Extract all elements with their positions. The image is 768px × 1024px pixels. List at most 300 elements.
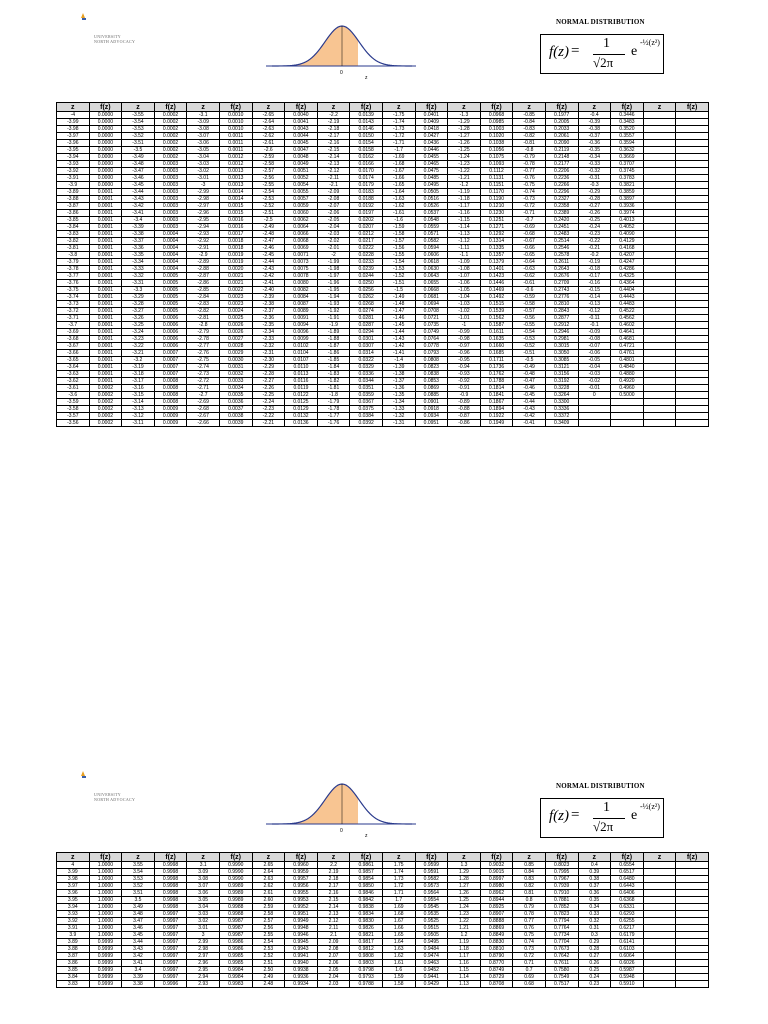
fz-cell: 0.2420: [545, 217, 578, 224]
fz-cell: 0.9846: [350, 890, 383, 897]
fz-cell: 0.0000: [89, 182, 122, 189]
fz-cell: 0.4247: [611, 259, 644, 266]
fz-cell: 0.9842: [350, 897, 383, 904]
fz-cell: 0.0150: [350, 133, 383, 140]
fz-cell: 0.0029: [219, 350, 252, 357]
fz-cell: 0.8830: [480, 939, 513, 946]
fz-cell: 0.7734: [545, 932, 578, 939]
z-cell: 2.60: [252, 897, 285, 904]
fz-cell: [676, 280, 709, 287]
z-cell: -1.92: [317, 308, 350, 315]
table-header-row: [57, 853, 709, 862]
z-cell: 1.25: [448, 897, 481, 904]
table-row: [57, 336, 709, 343]
z-cell: -0.09: [578, 329, 611, 336]
z-cell: -0.79: [513, 154, 546, 161]
fz-cell: [676, 420, 709, 427]
z-cell: 0.23: [578, 981, 611, 988]
column-header: f(z): [219, 853, 252, 862]
fz-cell: 0.1210: [480, 203, 513, 210]
z-cell: -0.43: [513, 406, 546, 413]
fz-cell: 0.0901: [415, 399, 448, 406]
z-cell: -1.2: [448, 182, 481, 189]
z-cell: -0.87: [448, 413, 481, 420]
z-cell: -2.57: [252, 168, 285, 175]
z-cell: 0.76: [513, 925, 546, 932]
fz-cell: 0.0351: [350, 385, 383, 392]
z-cell: 1.58: [382, 981, 415, 988]
fz-cell: 0.0125: [285, 399, 318, 406]
fz-cell: 0.0384: [350, 413, 383, 420]
fz-cell: 0.0049: [285, 161, 318, 168]
table-row: [57, 904, 709, 911]
z-cell: -0.61: [513, 280, 546, 287]
z-cell: -3.12: [122, 413, 155, 420]
z-cell: [643, 308, 676, 315]
z-cell: -3.38: [122, 231, 155, 238]
fz-cell: 0.9032: [480, 862, 513, 869]
fz-cell: 0.9998: [154, 890, 187, 897]
fz-cell: 0.4960: [611, 385, 644, 392]
z-cell: 0.71: [513, 960, 546, 967]
z-cell: 3.96: [57, 890, 90, 897]
fz-cell: 0.2358: [545, 203, 578, 210]
fz-cell: 0.0023: [219, 301, 252, 308]
z-cell: -3.84: [57, 224, 90, 231]
fz-cell: 0.3015: [545, 343, 578, 350]
z-cell: -3.67: [57, 343, 90, 350]
z-cell: -3.72: [57, 308, 90, 315]
column-header: z: [252, 853, 285, 862]
z-cell: -3.27: [122, 308, 155, 315]
fz-cell: 0.0001: [89, 231, 122, 238]
z-cell: 2.65: [252, 862, 285, 869]
z-cell: -1.5: [382, 287, 415, 294]
fz-cell: [676, 154, 709, 161]
formula-numerator: 1: [603, 36, 610, 51]
fz-cell: 0.1075: [480, 154, 513, 161]
fz-cell: 1.0000: [89, 918, 122, 925]
z-cell: -2.41: [252, 280, 285, 287]
z-cell: -2: [317, 252, 350, 259]
fz-cell: 0.7517: [545, 981, 578, 988]
z-cell: 3.99: [57, 869, 90, 876]
z-cell: 2.11: [317, 925, 350, 932]
fz-cell: [676, 273, 709, 280]
column-header: f(z): [350, 103, 383, 112]
z-cell: -3.97: [57, 133, 90, 140]
fz-cell: 0.0446: [415, 147, 448, 154]
fz-cell: 0.2266: [545, 182, 578, 189]
formula-box: [540, 798, 664, 838]
z-cell: -2.97: [187, 203, 220, 210]
table-row: [57, 420, 709, 427]
curve-zero-label: 0: [340, 70, 343, 76]
z-cell: -3.34: [122, 259, 155, 266]
table-row: [57, 238, 709, 245]
formula-title: NORMAL DISTRIBUTION: [556, 782, 645, 790]
fz-cell: 0.9988: [219, 911, 252, 918]
fz-cell: [676, 224, 709, 231]
column-header: f(z): [676, 853, 709, 862]
z-cell: 3.98: [57, 876, 90, 883]
fz-cell: 0.9955: [285, 890, 318, 897]
z-cell: -2.82: [187, 308, 220, 315]
formula-equals: =: [571, 43, 580, 59]
z-cell: -3.07: [187, 133, 220, 140]
fz-cell: 0.0064: [285, 224, 318, 231]
fz-cell: 0.0000: [89, 126, 122, 133]
fz-cell: 0.6141: [611, 939, 644, 946]
fz-cell: 0.0071: [285, 252, 318, 259]
z-cell: [643, 925, 676, 932]
fz-cell: [676, 343, 709, 350]
z-cell: -0.44: [513, 399, 546, 406]
column-header: f(z): [676, 103, 709, 112]
z-cell: [643, 196, 676, 203]
z-cell: 0.83: [513, 876, 546, 883]
z-cell: -2.14: [317, 154, 350, 161]
fz-cell: 0.9793: [350, 974, 383, 981]
z-cell: -1.31: [382, 420, 415, 427]
table-row: [57, 357, 709, 364]
fz-cell: 0.0918: [415, 406, 448, 413]
z-cell: 2.05: [317, 967, 350, 974]
table-row: [57, 168, 709, 175]
fz-cell: 0.0096: [285, 329, 318, 336]
fz-cell: 0.1736: [480, 364, 513, 371]
z-cell: 1.17: [448, 953, 481, 960]
fz-cell: 0.0011: [219, 140, 252, 147]
z-cell: -1.6: [382, 217, 415, 224]
z-cell: [578, 399, 611, 406]
fz-cell: 0.1423: [480, 273, 513, 280]
z-cell: 2.61: [252, 890, 285, 897]
z-cell: 1.62: [382, 953, 415, 960]
fz-cell: 0.0559: [415, 224, 448, 231]
fz-cell: 0.0548: [415, 217, 448, 224]
fz-cell: 0.0031: [219, 364, 252, 371]
fz-cell: [676, 119, 709, 126]
z-cell: -0.04: [578, 364, 611, 371]
fz-cell: 0.6554: [611, 862, 644, 869]
fz-cell: 0.0004: [154, 238, 187, 245]
fz-cell: [676, 953, 709, 960]
z-cell: -2.38: [252, 301, 285, 308]
fz-cell: 1.0000: [89, 876, 122, 883]
fz-cell: 0.9998: [154, 876, 187, 883]
fz-cell: 0.1056: [480, 147, 513, 154]
fz-cell: 0.0107: [285, 357, 318, 364]
z-cell: 0.31: [578, 925, 611, 932]
z-cell: -3.36: [122, 245, 155, 252]
z-cell: -2.02: [317, 238, 350, 245]
fz-cell: [611, 399, 644, 406]
fz-cell: 0.2514: [545, 238, 578, 245]
z-cell: 3.83: [57, 981, 90, 988]
fz-cell: 1.0000: [89, 932, 122, 939]
z-cell: -2.79: [187, 329, 220, 336]
z-cell: 2.13: [317, 911, 350, 918]
z-cell: -1.52: [382, 273, 415, 280]
fz-cell: [676, 939, 709, 946]
fz-cell: 0.0023: [219, 294, 252, 301]
formula-title: NORMAL DISTRIBUTION: [556, 18, 645, 26]
column-header: f(z): [285, 103, 318, 112]
table-row: [57, 322, 709, 329]
z-cell: -0.59: [513, 294, 546, 301]
z-cell: -2.19: [317, 119, 350, 126]
z-cell: 0.77: [513, 918, 546, 925]
fz-cell: 0.6331: [611, 904, 644, 911]
fz-cell: 0.4286: [611, 266, 644, 273]
fz-cell: 0.8749: [480, 967, 513, 974]
z-cell: 1.67: [382, 918, 415, 925]
fz-cell: 0.2389: [545, 210, 578, 217]
fz-cell: 0.2236: [545, 175, 578, 182]
fz-cell: 0.0075: [285, 266, 318, 273]
z-cell: -1.03: [448, 301, 481, 308]
z-cell: [643, 252, 676, 259]
fz-cell: 0.0409: [415, 119, 448, 126]
z-cell: -1.72: [382, 133, 415, 140]
fz-cell: [676, 168, 709, 175]
fz-cell: 0.1093: [480, 161, 513, 168]
fz-cell: 0.9999: [89, 946, 122, 953]
fz-cell: 0.8944: [480, 897, 513, 904]
fz-cell: 0.0721: [415, 315, 448, 322]
table-row: [57, 967, 709, 974]
column-header: f(z): [415, 103, 448, 112]
z-cell: -0.64: [513, 259, 546, 266]
fz-cell: 0.0250: [350, 280, 383, 287]
z-cell: -1.1: [448, 252, 481, 259]
fz-cell: 0.7611: [545, 960, 578, 967]
fz-cell: 0.0001: [89, 294, 122, 301]
z-cell: [643, 133, 676, 140]
z-cell: 2.55: [252, 932, 285, 939]
fz-cell: 0.0006: [154, 336, 187, 343]
z-cell: -3.94: [57, 154, 90, 161]
z-cell: 3.4: [122, 967, 155, 974]
z-cell: [643, 231, 676, 238]
fz-cell: 0.0853: [415, 378, 448, 385]
fz-cell: 0.1190: [480, 196, 513, 203]
z-cell: -0.99: [448, 329, 481, 336]
fz-cell: 0.3974: [611, 210, 644, 217]
table-row: [57, 245, 709, 252]
z-cell: -0.45: [513, 392, 546, 399]
z-cell: -3.05: [187, 147, 220, 154]
fz-cell: 0.0003: [154, 217, 187, 224]
fz-cell: 0.9015: [480, 869, 513, 876]
z-cell: -1.3: [448, 112, 481, 119]
z-cell: -3.93: [57, 161, 90, 168]
fz-cell: 0.9535: [415, 911, 448, 918]
z-cell: -1.91: [317, 315, 350, 322]
fz-cell: 0.9990: [219, 862, 252, 869]
fz-cell: 0.3897: [611, 196, 644, 203]
fz-cell: 0.2611: [545, 259, 578, 266]
fz-cell: 0.9956: [285, 883, 318, 890]
z-cell: -0.71: [513, 210, 546, 217]
z-cell: 0.36: [578, 890, 611, 897]
table-row: [57, 974, 709, 981]
fz-cell: 0.1660: [480, 343, 513, 350]
fz-cell: 0.0062: [285, 217, 318, 224]
z-cell: -0.7: [513, 217, 546, 224]
z-cell: -2.64: [252, 119, 285, 126]
fz-cell: 0.2296: [545, 189, 578, 196]
fz-cell: 0.0116: [285, 378, 318, 385]
z-cell: [578, 406, 611, 413]
z-cell: -2.25: [252, 392, 285, 399]
z-cell: 3.86: [57, 960, 90, 967]
z-cell: -3.74: [57, 294, 90, 301]
fz-cell: 0.1562: [480, 315, 513, 322]
column-header: z: [317, 853, 350, 862]
fz-cell: 0.1635: [480, 336, 513, 343]
fz-cell: 0.0002: [89, 420, 122, 427]
z-cell: -0.86: [448, 420, 481, 427]
fz-cell: 0.8888: [480, 918, 513, 925]
z-cell: -2.23: [252, 406, 285, 413]
fz-cell: 0.0119: [285, 385, 318, 392]
z-cell: 2.53: [252, 946, 285, 953]
z-cell: -1.78: [317, 406, 350, 413]
z-cell: 2.58: [252, 911, 285, 918]
fz-cell: 0.9940: [285, 960, 318, 967]
fz-cell: 0.6179: [611, 932, 644, 939]
fz-cell: 0.6217: [611, 925, 644, 932]
z-cell: -1.44: [382, 329, 415, 336]
formula-base: e: [631, 44, 638, 59]
fz-cell: 0.3372: [545, 413, 578, 420]
fz-cell: 0.3594: [611, 140, 644, 147]
z-cell: -3.62: [57, 378, 90, 385]
z-cell: -3.47: [122, 168, 155, 175]
fz-cell: 0.0000: [89, 140, 122, 147]
z-cell: -0.9: [448, 392, 481, 399]
fz-cell: 0.9989: [219, 890, 252, 897]
column-header: z: [187, 103, 220, 112]
z-cell: -2.16: [317, 140, 350, 147]
fz-cell: 0.0004: [154, 266, 187, 273]
fz-cell: 0.0188: [350, 196, 383, 203]
fz-cell: 0.8997: [480, 876, 513, 883]
z-cell: [643, 273, 676, 280]
table-row: [57, 981, 709, 988]
z-cell: [643, 974, 676, 981]
z-cell: -0.84: [513, 119, 546, 126]
fz-cell: 0.1587: [480, 322, 513, 329]
z-cell: -2.15: [317, 147, 350, 154]
fz-cell: 0.0002: [89, 392, 122, 399]
z-cell: -0.74: [513, 189, 546, 196]
fz-cell: 0.9515: [415, 925, 448, 932]
z-cell: 2.48: [252, 981, 285, 988]
fz-cell: 0.4168: [611, 245, 644, 252]
z-cell: -1.73: [382, 126, 415, 133]
z-cell: -1.4: [382, 357, 415, 364]
table-header-row: [57, 103, 709, 112]
fz-cell: 0.4404: [611, 287, 644, 294]
z-cell: -0.89: [448, 399, 481, 406]
z-cell: -0.23: [578, 231, 611, 238]
formula-denominator: √2π: [593, 819, 614, 834]
z-cell: -2.45: [252, 252, 285, 259]
column-header: f(z): [285, 853, 318, 862]
fz-cell: 0.0008: [154, 385, 187, 392]
z-cell: 2.99: [187, 939, 220, 946]
z-cell: -0.35: [578, 147, 611, 154]
fz-cell: 0.0000: [89, 175, 122, 182]
fz-cell: 0.0681: [415, 294, 448, 301]
curve-z-label: z: [365, 75, 368, 80]
z-cell: -3.79: [57, 259, 90, 266]
fz-cell: 0.9959: [285, 869, 318, 876]
fz-cell: 0.0001: [89, 308, 122, 315]
z-cell: 2.2: [317, 862, 350, 869]
z-cell: -0.73: [513, 196, 546, 203]
fz-cell: 0.9987: [219, 918, 252, 925]
fz-cell: 0.1611: [480, 329, 513, 336]
table-row: [57, 862, 709, 869]
fz-cell: 0.3336: [545, 406, 578, 413]
fz-cell: 0.0004: [154, 245, 187, 252]
fz-cell: 0.0222: [350, 245, 383, 252]
normal-table-negative: [56, 102, 709, 427]
fz-cell: 0.0217: [350, 238, 383, 245]
z-cell: -0.39: [578, 119, 611, 126]
z-cell: 1.63: [382, 946, 415, 953]
table-row: [57, 266, 709, 273]
z-cell: -0.37: [578, 133, 611, 140]
z-cell: -1.84: [317, 364, 350, 371]
z-cell: -0.81: [513, 140, 546, 147]
z-cell: 3.02: [187, 918, 220, 925]
fz-cell: 0.0026: [219, 322, 252, 329]
z-cell: 2.97: [187, 953, 220, 960]
z-cell: -3.6: [57, 392, 90, 399]
z-cell: [643, 336, 676, 343]
column-header: f(z): [415, 853, 448, 862]
z-cell: -1.38: [382, 371, 415, 378]
fz-cell: 0.0001: [89, 364, 122, 371]
z-cell: -2.47: [252, 238, 285, 245]
fz-cell: 0.0020: [219, 266, 252, 273]
fz-cell: 0.0129: [285, 406, 318, 413]
fz-cell: 0.2546: [545, 245, 578, 252]
logo-text: UNIVERSITY NORTH ADVOCACY: [94, 792, 136, 802]
fz-cell: 0.8962: [480, 890, 513, 897]
z-cell: -0.25: [578, 217, 611, 224]
z-cell: -2.6: [252, 147, 285, 154]
z-cell: -2.33: [252, 336, 285, 343]
z-cell: -3.24: [122, 329, 155, 336]
fz-cell: 0.0594: [415, 245, 448, 252]
fz-cell: 0.0694: [415, 301, 448, 308]
fz-cell: 0.0030: [219, 357, 252, 364]
fz-cell: 0.1379: [480, 259, 513, 266]
fz-cell: 0.0174: [350, 175, 383, 182]
fz-cell: 0.0708: [415, 308, 448, 315]
fz-cell: 0.0001: [89, 238, 122, 245]
z-cell: -1.76: [317, 420, 350, 427]
z-cell: 2.51: [252, 960, 285, 967]
z-cell: -0.67: [513, 238, 546, 245]
z-cell: -2.09: [317, 189, 350, 196]
